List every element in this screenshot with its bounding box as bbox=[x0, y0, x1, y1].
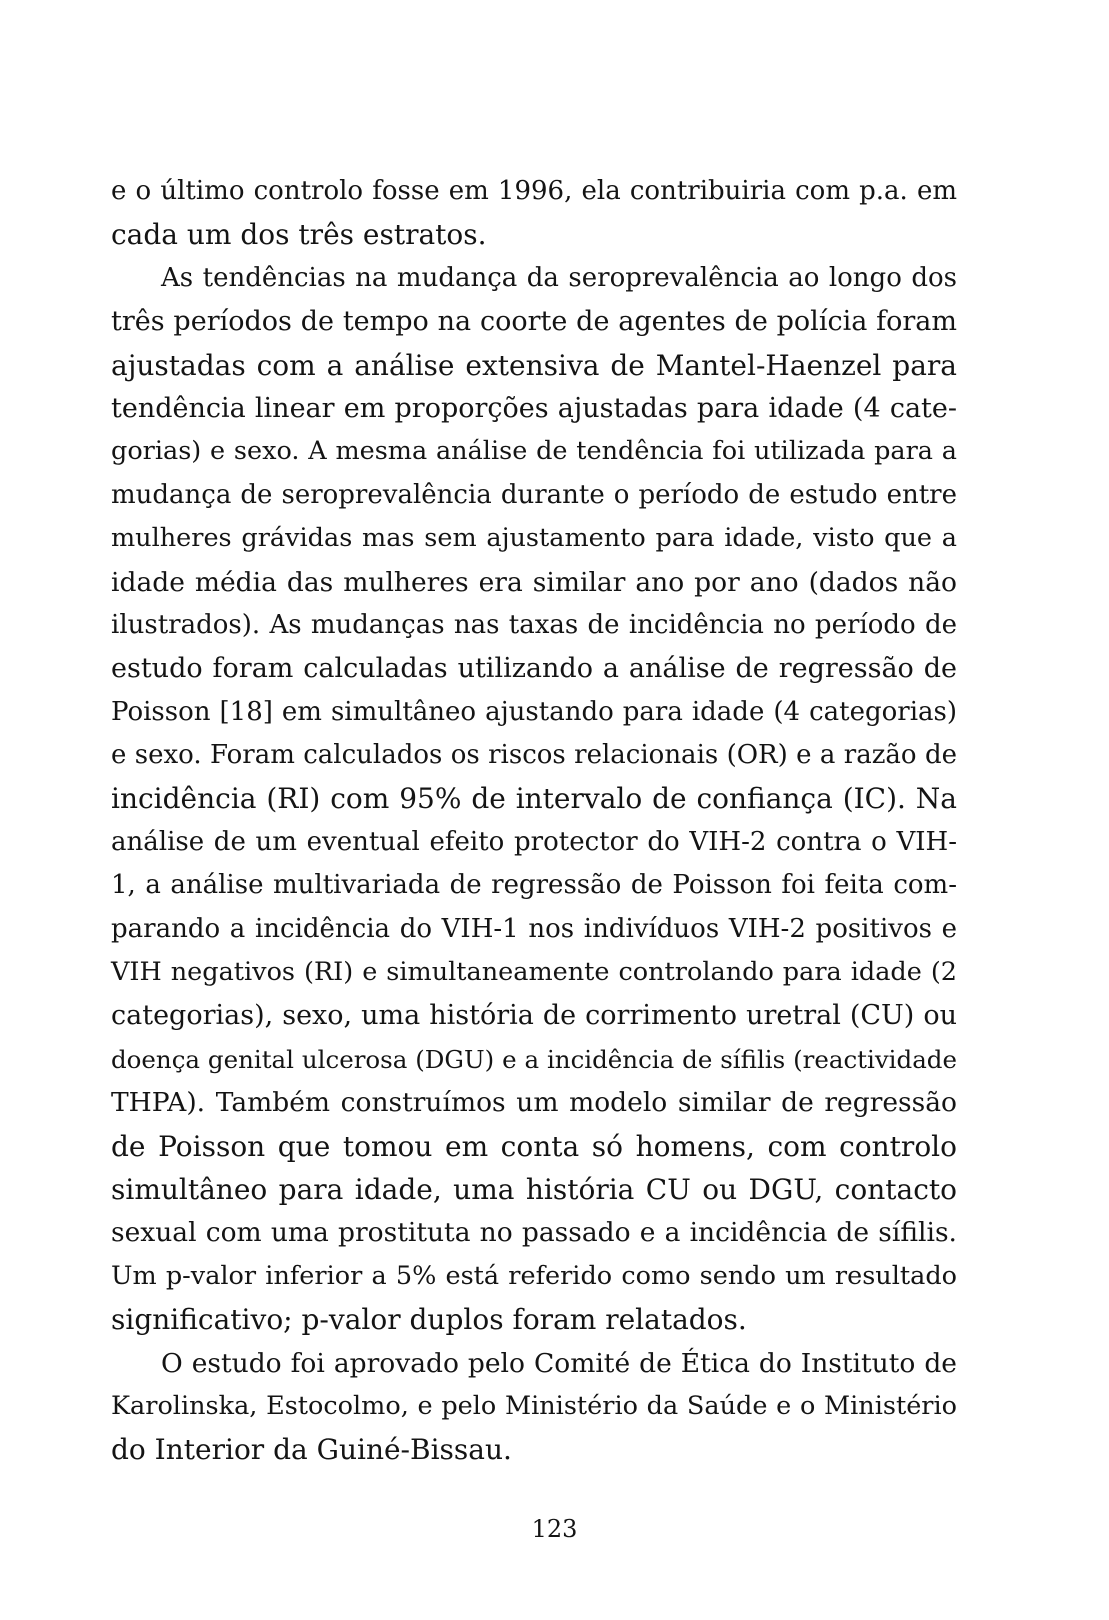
text-line: O estudo foi aprovado pelo Comité de Ética do Instituto de bbox=[161, 1347, 957, 1379]
text-line: simultâneo para idade, uma história CU ou DGU, contacto bbox=[111, 1172, 957, 1206]
text-line: do Interior da Guiné-Bissau. bbox=[111, 1433, 512, 1467]
text-line: VIH negativos (RI) e simultaneamente controlando para idade (2 bbox=[111, 957, 957, 988]
text-line: tendência linear em proporções ajustadas para idade (4 cate- bbox=[111, 392, 957, 424]
text-line: sexual com uma prostituta no passado e a incidência de sífilis. bbox=[111, 1217, 957, 1249]
text-line: significativo; p-valor duplos foram relatados. bbox=[111, 1303, 747, 1337]
text-line: 1, a análise multivariada de regressão de Poisson foi feita com- bbox=[111, 870, 957, 901]
text-line: As tendências na mudança da seroprevalência ao longo dos bbox=[161, 262, 957, 293]
text-line: estudo foram calculadas utilizando a análise de regressão de bbox=[111, 653, 957, 685]
text-line: Poisson [18] em simultâneo ajustando para idade (4 categorias) bbox=[111, 696, 957, 727]
body-text bbox=[111, 170, 957, 1472]
text-line: análise de um eventual efeito protector do VIH-2 contra o VIH- bbox=[111, 826, 957, 857]
text-line: ilustrados). As mudanças nas taxas de incidência no período de bbox=[111, 609, 957, 640]
text-line: parando a incidência do VIH-1 nos indivíduos VIH-2 positivos e bbox=[111, 913, 957, 944]
text-line: doença genital ulcerosa (DGU) e a incidência de sífilis (reactividade bbox=[111, 1044, 957, 1074]
text-line: THPA). Também construímos um modelo similar de regressão bbox=[111, 1087, 957, 1119]
text-line: de Poisson que tomou em conta só homens, com controlo bbox=[111, 1129, 957, 1163]
text-line: mulheres grávidas mas sem ajustamento para idade, visto que a bbox=[111, 523, 957, 554]
text-line: gorias) e sexo. A mesma análise de tendência foi utilizada para a bbox=[111, 436, 957, 467]
text-line: cada um dos três estratos. bbox=[111, 218, 487, 252]
text-line: e sexo. Foram calculados os riscos relacionais (OR) e a razão de bbox=[111, 740, 957, 771]
text-line: idade média das mulheres era similar ano por ano (dados não bbox=[111, 566, 957, 598]
text-line: mudança de seroprevalência durante o período de estudo entre bbox=[111, 479, 957, 510]
text-line: Karolinska, Estocolmo, e pelo Ministério da Saúde e o Ministério bbox=[111, 1390, 957, 1421]
text-line: e o último controlo fosse em 1996, ela contribuiria com p.a. em bbox=[111, 176, 957, 206]
text-line: Um p-valor inferior a 5% está referido como sendo um resultado bbox=[111, 1260, 957, 1291]
text-line: categorias), sexo, uma história de corrimento uretral (CU) ou bbox=[111, 1000, 957, 1032]
text-line: incidência (RI) com 95% de intervalo de confiança (IC). Na bbox=[111, 782, 957, 816]
page-number: 123 bbox=[531, 1515, 578, 1543]
text-line: três períodos de tempo na coorte de agentes de polícia foram bbox=[111, 306, 957, 338]
text-line: ajustadas com a análise extensiva de Mantel-Haenzel para bbox=[111, 348, 957, 382]
